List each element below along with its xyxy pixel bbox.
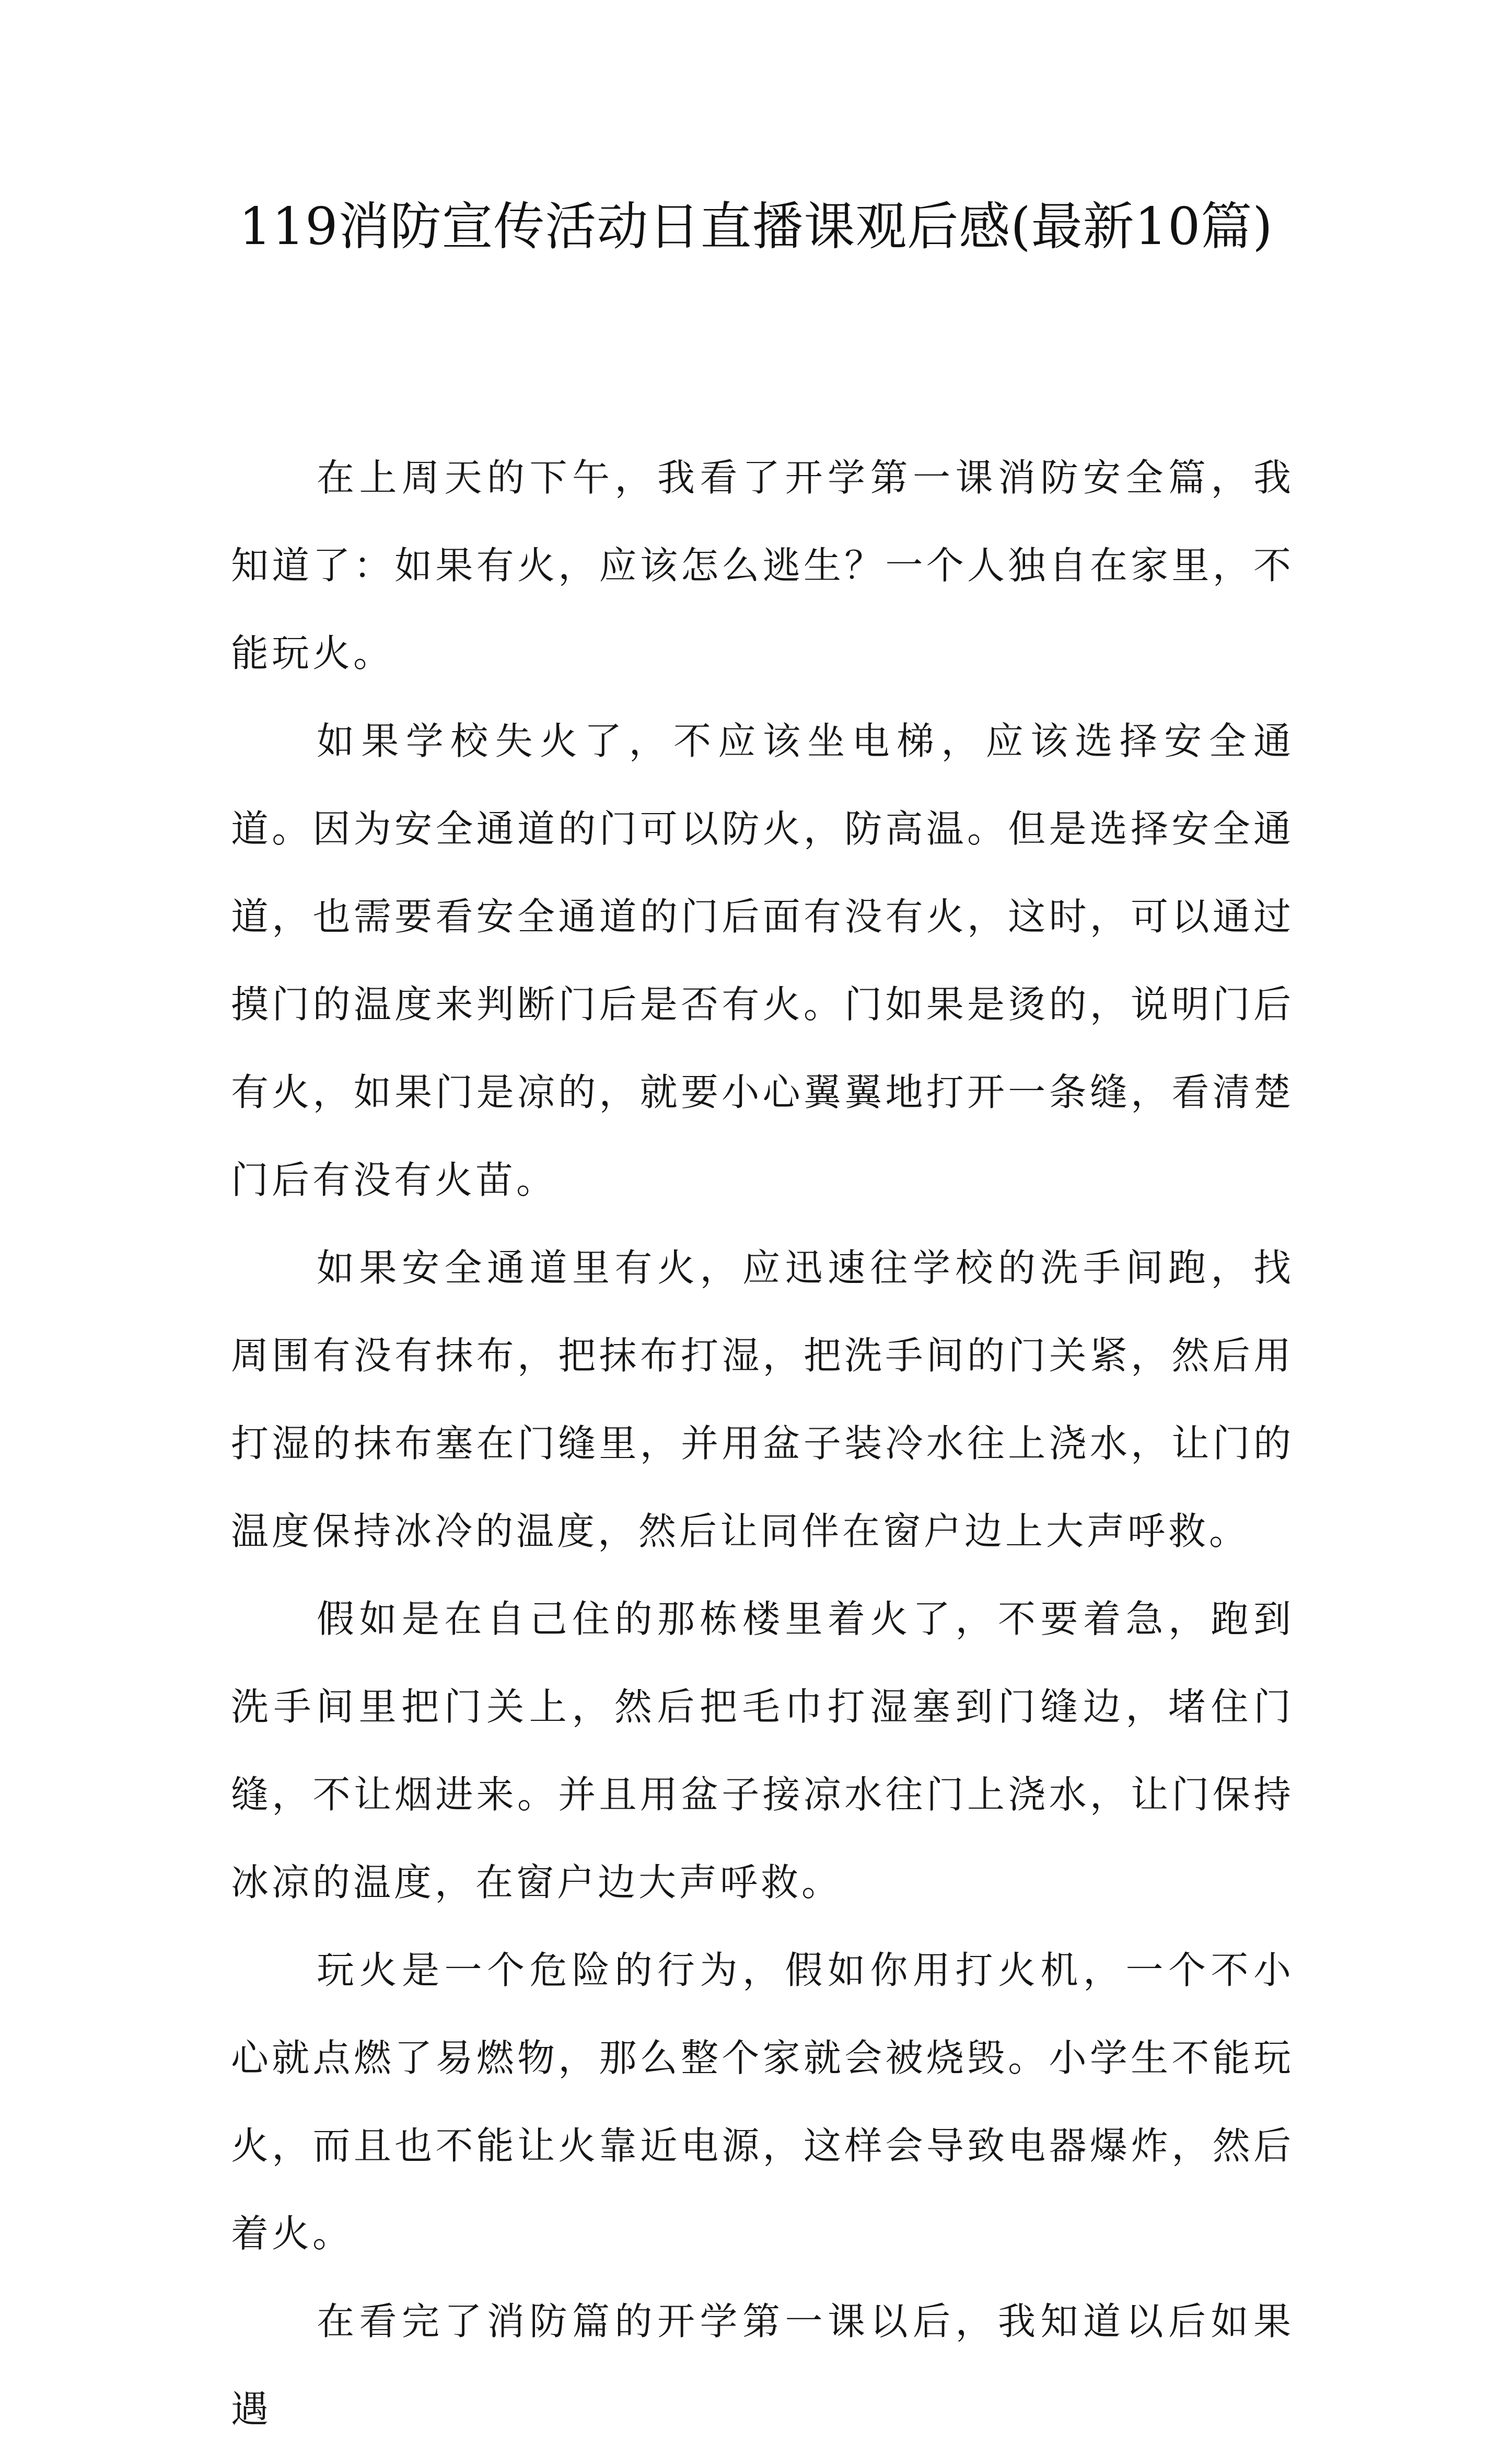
paragraph: 如果学校失火了，不应该坐电梯，应该选择安全通道。因为安全通道的门可以防火，防高温。但是选择安全通道，也需要看安全通道的门后面有没有火，这时，可以通过摸门的温度来判断门后是否有火。门如果是烫的，说明门后有火，如果门是凉的，就要小心翼翼地打开一条缝，看清楚门后有没有火苗。	[231, 719, 1294, 1202]
document-title: 119消防宣传活动日直播课观后感(最新10篇)	[239, 197, 1273, 257]
document-body	[231, 434, 1294, 2453]
paragraph: 玩火是一个危险的行为，假如你用打火机，一个不小心就点燃了易燃物，那么整个家就会被烧毁。小学生不能玩火，而且也不能让火靠近电源，这样会导致电器爆炸，然后着火。	[231, 1948, 1294, 2255]
paragraph: 在上周天的下午，我看了开学第一课消防安全篇，我知道了：如果有火，应该怎么逃生？一个人独自在家里，不能玩火。	[231, 456, 1294, 675]
paragraph: 在看完了消防篇的开学第一课以后，我知道以后如果遇	[231, 2299, 1294, 2431]
paragraph: 假如是在自己住的那栋楼里着火了，不要着急，跑到洗手间里把门关上，然后把毛巾打湿塞到门缝边，堵住门缝，不让烟进来。并且用盆子接凉水往门上浇水，让门保持冰凉的温度，在窗户边大声呼救。	[231, 1597, 1294, 1904]
paragraph: 如果安全通道里有火，应迅速往学校的洗手间跑，找周围有没有抹布，把抹布打湿，把洗手间的门关紧，然后用打湿的抹布塞在门缝里，并用盆子装冷水往上浇水，让门的温度保持冰冷的温度，然后让同伴在窗户边上大声呼救。	[231, 1246, 1294, 1553]
